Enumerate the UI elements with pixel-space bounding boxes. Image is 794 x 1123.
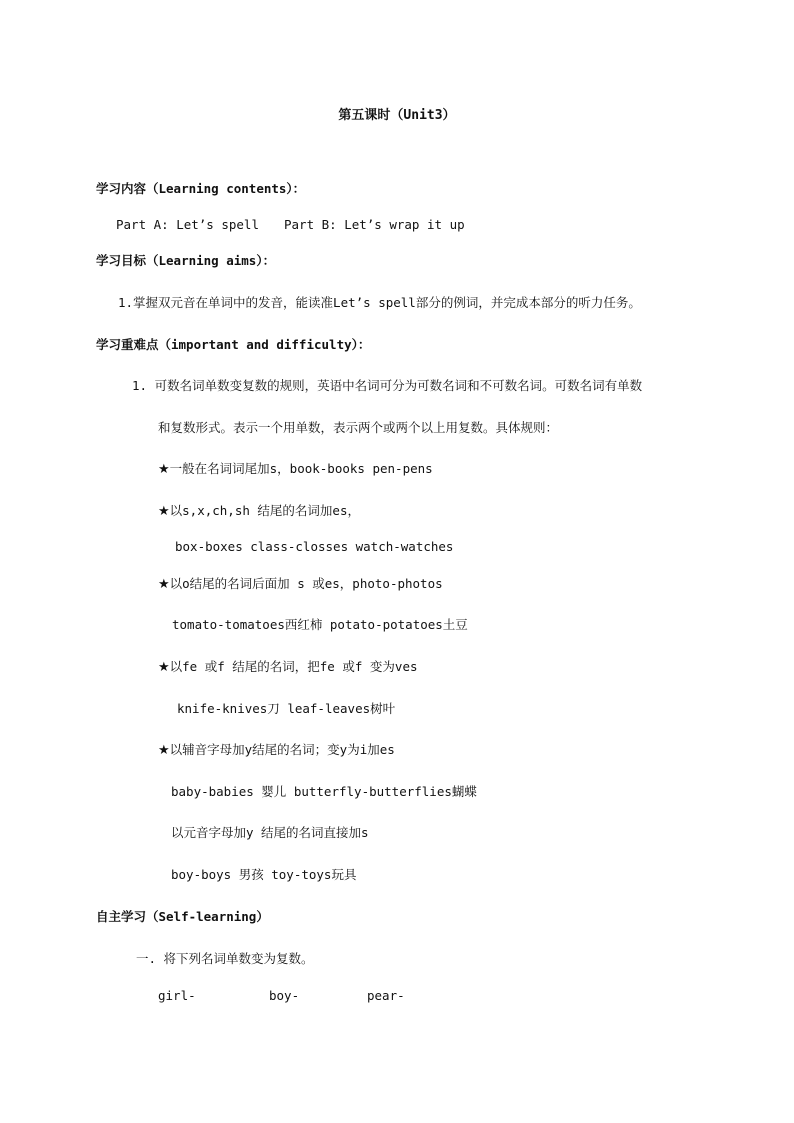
star-icon: ★ <box>158 462 170 477</box>
rule-5-text: 以辅音字母加y结尾的名词；变y为i加es <box>169 742 395 757</box>
rule-3-examples: tomato-tomatoes西红柿 potato-potatoes土豆 <box>172 617 468 632</box>
rule-4 <box>158 659 418 676</box>
rule-4-examples: knife-knives刀 leaf-leaves树叶 <box>177 701 396 716</box>
exercise-word: pear- <box>367 988 405 1003</box>
star-icon: ★ <box>158 743 170 758</box>
rule-3-text: 以o结尾的名词后面加 s 或es，photo-photos <box>169 576 443 591</box>
difficulty-item-1-line-2: 和复数形式。表示一个用单数，表示两个或两个以上用复数。具体规则： <box>158 420 559 435</box>
rule-2-examples: box-boxes class-closses watch-watches <box>175 539 454 554</box>
star-icon: ★ <box>158 577 170 592</box>
difficulty-item-1-line-1: 1. 可数名词单数变复数的规则，英语中名词可分为可数名词和不可数名词。可数名词有单数 <box>132 378 643 393</box>
difficulty-heading: 学习重难点（important and difficulty）： <box>96 337 371 352</box>
exercise-1-title: 一. 将下列名词单数变为复数。 <box>136 951 314 966</box>
aims-heading: 学习目标（Learning aims）： <box>96 253 276 268</box>
page-title: 第五课时（Unit3） <box>338 108 456 123</box>
exercise-word: girl- <box>158 988 196 1003</box>
rule-4-text: 以fe 或f 结尾的名词，把fe 或f 变为ves <box>169 659 418 674</box>
contents-part-a: Part A: Let’s spell <box>116 217 259 232</box>
rule-6-examples: boy-boys 男孩 toy-toys玩具 <box>171 867 357 882</box>
contents-heading: 学习内容（Learning contents）： <box>96 181 306 196</box>
rule-2 <box>158 503 360 520</box>
star-icon: ★ <box>158 660 170 675</box>
rule-2-text: 以s,x,ch,sh 结尾的名词加es， <box>169 503 360 518</box>
rule-5 <box>158 742 395 759</box>
star-icon: ★ <box>158 504 170 519</box>
aims-item-1: 1.掌握双元音在单词中的发音，能读准Let’s spell部分的例词，并完成本部分的听力任务。 <box>118 295 641 310</box>
self-learning-heading: 自主学习（Self-learning） <box>96 909 269 924</box>
rule-5-examples: baby-babies 婴儿 butterfly-butterflies蝴蝶 <box>171 784 477 799</box>
rule-6: 以元音字母加y 结尾的名词直接加s <box>171 825 369 840</box>
exercise-word: boy- <box>269 988 300 1003</box>
contents-part-b: Part B: Let’s wrap it up <box>284 217 465 232</box>
rule-3 <box>158 576 443 593</box>
rule-1 <box>158 461 433 478</box>
rule-1-text: 一般在名词词尾加s，book-books pen-pens <box>169 461 433 476</box>
